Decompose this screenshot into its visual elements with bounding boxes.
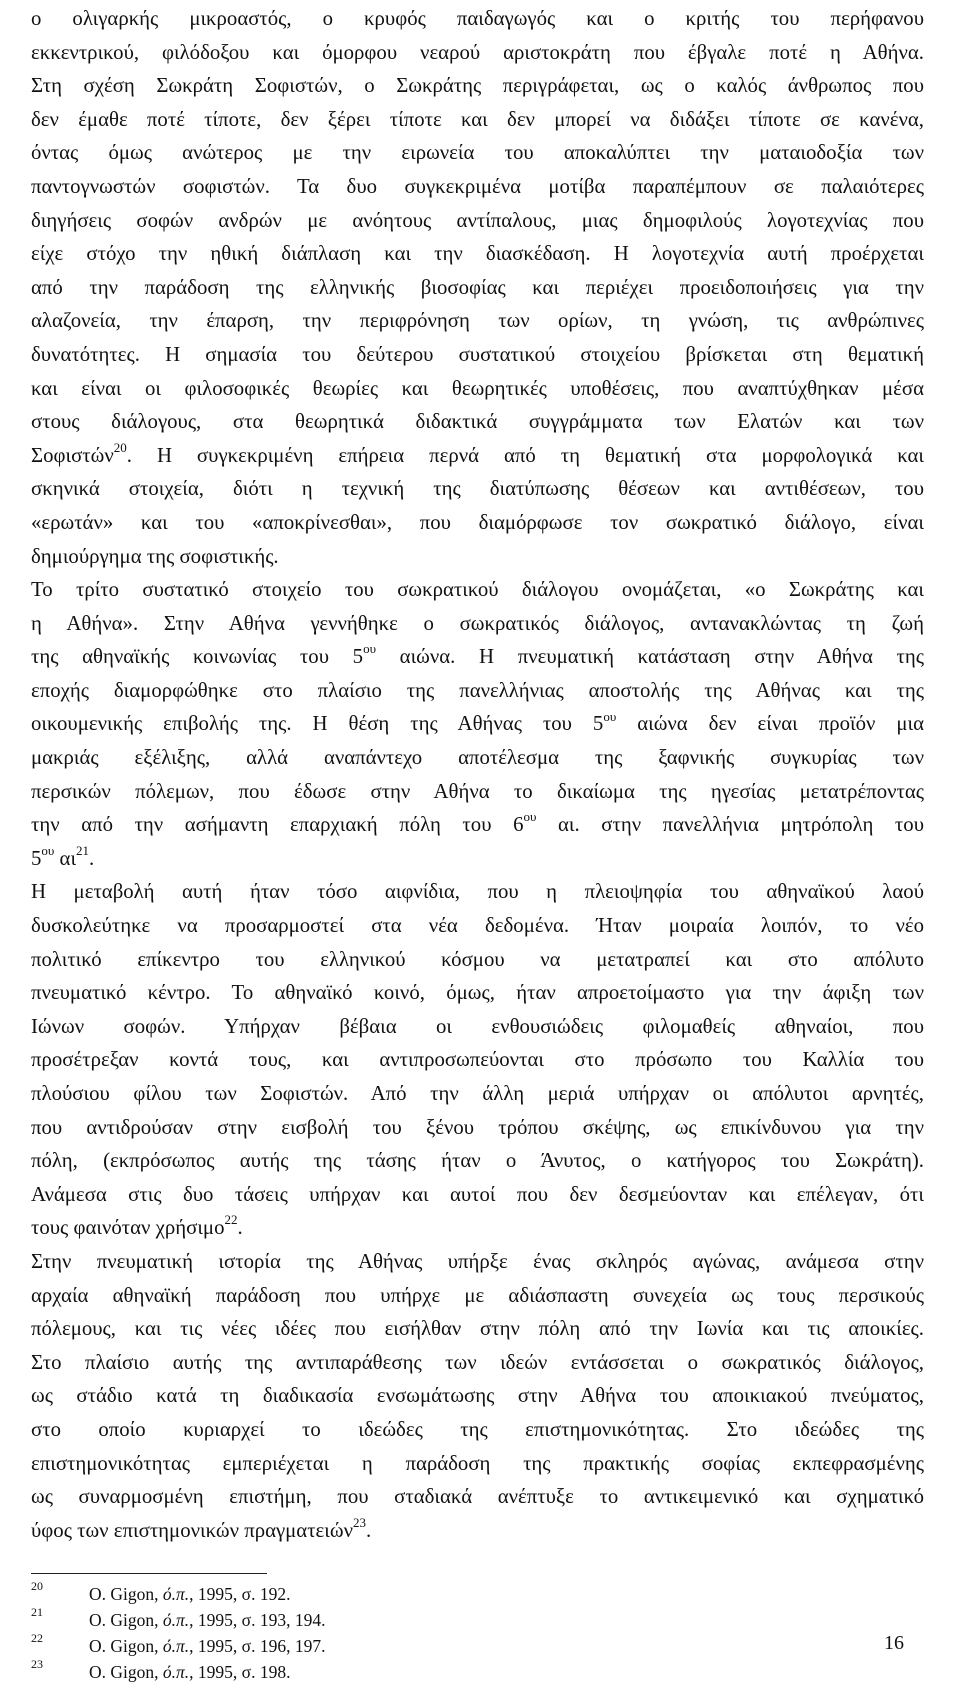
text-line [31,640,924,674]
text-line [31,1279,924,1313]
text-span: δυνατότητες. Η σημασία του δεύτερου συστατικού στοιχείου βρίσκεται στη θεματική [31,342,924,366]
text-span: δυσκολεύτηκε να προσαρμοστεί στα νέα δεδομένα. Ήταν μοιραία λοιπόν, το νέο [31,914,924,938]
text-line [31,506,924,540]
footnote [31,1581,731,1607]
text-line [31,573,924,607]
footnote-abbreviation: ό.π. [162,1662,190,1682]
text-line [31,741,924,775]
text-span: Στην πνευματική ιστορία της Αθήνας υπήρξε ένας σκληρός αγώνας, ανάμεσα στην [31,1249,924,1273]
text-span: αιώνα δεν είναι προϊόν μια [616,712,924,736]
text-line [31,909,924,943]
paragraph [31,573,924,875]
footnote-reference: , 1995, σ. 198. [189,1662,291,1682]
paragraph [31,1245,924,1547]
text-span: αι. στην πανελλήνια μητρόπολη του [536,813,924,837]
footnote-author: O. Gigon, [89,1610,163,1630]
text-span: στους διάλογους, στα θεωρητικά διδακτικά συγγράμματα των Ελατών και των [31,410,924,434]
text-line [31,1211,924,1245]
text-line [31,1480,924,1514]
text-span: εποχής διαμορφώθηκε στο πλαίσιο της πανελλήνιας αποστολής της Αθήνας και της [31,678,924,702]
text-span: η Αθήνα». Στην Αθήνα γεννήθηκε ο σωκρατικός διάλογος, αντανακλώντας τη ζωή [31,611,924,635]
footnote-abbreviation: ό.π. [162,1610,190,1630]
text-span: δημιούργημα της σοφιστικής. [31,544,279,568]
text-line [31,1447,924,1481]
text-span: ως στάδιο κατά τη διαδικασία ενσωμάτωσης στην Αθήνα του αποικιακού πνεύματος, [31,1384,924,1408]
footnote [31,1633,731,1659]
text-line [31,607,924,641]
text-line [31,170,924,204]
text-line [31,1144,924,1178]
footnote-reference: , 1995, σ. 193, 194. [189,1610,326,1630]
text-span: αι [54,846,77,870]
text-span: αιώνα. Η πνευματική κατάσταση στην Αθήνα της [376,645,924,669]
text-line [31,1077,924,1111]
text-span: δεν έμαθε ποτέ τίποτε, δεν ξέρει τίποτε και δεν μπορεί να διδάξει τίποτε σε κανένα, [31,107,924,131]
footnote-text [89,1581,290,1607]
text-line [31,775,924,809]
text-line [31,943,924,977]
text-span: Το τρίτο συστατικό στοιχείο του σωκρατικού διάλογου ονομάζεται, «ο Σωκράτης και [31,578,924,602]
text-span: πολιτικό επίκεντρο του ελληνικού κόσμου να μετατραπεί και στο απόλυτο [31,947,924,971]
footnote-text [89,1659,290,1685]
paragraph [31,875,924,1245]
footnote-text [89,1607,325,1633]
text-line [31,372,924,406]
text-span: περσικών πόλεμων, που έδωσε στην Αθήνα το δικαίωμα της ηγεσίας μετατρέποντας [31,779,924,803]
text-span: πόλεμους, και τις νέες ιδέες που εισήλθαν στην πόλη από την Ιωνία και τις αποικίες. [31,1317,924,1341]
text-line [31,842,924,876]
text-span: . [89,846,95,870]
text-line [31,237,924,271]
text-line [31,1111,924,1145]
text-line [31,136,924,170]
footnote-author: O. Gigon, [89,1636,163,1656]
text-span: πόλη, (εκπρόσωπος αυτής της τάσης ήταν ο Άνυτος, ο κατήγορος του Σωκράτη). [31,1149,924,1173]
footnote-number: 20 [31,1579,43,1593]
text-span: στο οποίο κυριαρχεί το ιδεώδες της επιστημονικότητας. Στο ιδεώδες της [31,1417,924,1441]
text-line [31,204,924,238]
footnote-author: O. Gigon, [89,1584,163,1604]
text-line [31,1312,924,1346]
text-span: Ανάμεσα στις δυο τάσεις υπήρχαν και αυτοί που δεν δεσμεύονταν και επέλεγαν, ότι [31,1182,924,1206]
text-span: την από την ασήμαντη επαρχιακή πόλη του 6 [31,813,524,837]
text-span: προσέτρεξαν κοντά τους, και αντιπροσωπεύονται στο πρόσωπο του Καλλία του [31,1048,924,1072]
text-line [31,875,924,909]
text-line [31,405,924,439]
text-span: από την παράδοση της ελληνικής βιοσοφίας και περιέχει προειδοποιήσεις για την [31,275,924,299]
text-span: σκηνικά στοιχεία, διότι η τεχνική της διατύπωσης θέσεων και αντιθέσεων, του [31,477,924,501]
text-span: . [237,1216,243,1240]
text-span: ο ολιγαρκής μικροαστός, ο κρυφός παιδαγωγός και ο κριτής του περήφανου [31,7,924,30]
text-span: Στη σχέση Σωκράτη Σοφιστών, ο Σωκράτης περιγράφεται, ως ο καλός άνθρωπος που [31,74,924,98]
text-span: παντογνωστών σοφιστών. Τα δυο συγκεκριμένα μοτίβα παραπέμπουν σε παλαιότερες [31,174,924,198]
footnote-number: 22 [31,1631,43,1645]
text-line [31,1010,924,1044]
text-line [31,707,924,741]
footnote-number: 21 [31,1605,43,1619]
text-span: όντας όμως ανώτερος με την ειρωνεία του αποκαλύπτει την ματαιοδοξία των [31,141,924,165]
footnote-text [89,1633,325,1659]
text-line [31,1178,924,1212]
text-span: Σοφιστών [31,443,114,467]
text-line [31,674,924,708]
body-text [31,2,924,1547]
text-span: τους φαινόταν χρήσιμο [31,1216,225,1240]
footnote [31,1659,731,1685]
text-span: . [365,1518,372,1542]
superscript: 21 [76,842,90,858]
text-line [31,540,924,574]
text-span: επιστημονικότητας εμπεριέχεται η παράδοση της πρακτικής σοφίας εκπεφρασμένης [31,1451,924,1475]
text-line [31,2,924,36]
superscript: 20 [113,439,127,455]
footnote [31,1607,731,1633]
text-span: Ιώνων σοφών. Υπήρχαν βέβαια οι ενθουσιώδεις φιλομαθείς αθηναίοι, που [31,1014,924,1038]
text-span: εκκεντρικού, φιλόδοξου και όμορφου νεαρού αριστοκράτη που έβγαλε ποτέ η Αθήνα. [31,40,924,64]
footnote-abbreviation: ό.π. [162,1636,190,1656]
text-span: της αθηναϊκής κοινωνίας του 5 [31,645,364,669]
paragraph [31,2,924,573]
text-span: «ερωτάν» και του «αποκρίνεσθαι», που διαμόρφωσε τον σωκρατικό διάλογο, είναι [31,510,924,534]
text-span: . Η συγκεκριμένη επήρεια περνά από τη θεματική στα μορφολογικά και [126,443,924,467]
text-span: πλούσιου φίλου των Σοφιστών. Από την άλλη μεριά υπήρχαν οι απόλυτοι αρνητές, [31,1082,924,1105]
text-line [31,1379,924,1413]
footnote-separator [31,1573,267,1574]
text-line [31,271,924,305]
superscript: ου [603,708,617,724]
text-line [31,976,924,1010]
footnote-reference: , 1995, σ. 192. [189,1584,291,1604]
footnote-abbreviation: ό.π. [162,1584,190,1604]
text-line [31,36,924,70]
footnote-author: O. Gigon, [89,1662,163,1682]
text-span: ως συναρμοσμένη επιστήμη, που σταδιακά ανέπτυξε το αντικειμενικό και σχηματικό [31,1485,924,1509]
text-line [31,1514,924,1548]
text-line [31,304,924,338]
text-line [31,103,924,137]
text-line [31,472,924,506]
text-span: μακριάς εξέλιξης, αλλά αναπάντεχο αποτέλεσμα της ξαφνικής συγκυρίας των [31,746,924,770]
footnote-number: 23 [31,1657,43,1671]
text-span: αλαζονεία, την έπαρση, την περιφρόνηση των ορίων, τη γνώση, τις ανθρώπινες [31,309,924,333]
text-line [31,338,924,372]
text-line [31,1346,924,1380]
superscript: 22 [224,1212,238,1228]
text-span: οικουμενικής επιβολής της. Η θέση της Αθήνας του 5 [31,712,604,736]
footnote-reference: , 1995, σ. 196, 197. [189,1636,326,1656]
page-number: 16 [884,1632,904,1654]
text-line [31,69,924,103]
text-line [31,1245,924,1279]
text-span: που αντιδρούσαν στην εισβολή του ξένου τρόπου σκέψης, ως επικίνδυνου για την [31,1115,924,1139]
text-line [31,439,924,473]
text-span: αρχαία αθηναϊκή παράδοση που υπήρχε με αδιάσπαστη συνεχεία ως τους περσικούς [31,1283,924,1307]
text-line [31,808,924,842]
superscript: ου [363,641,376,657]
text-span: πνευματικό κέντρο. Το αθηναϊκό κοινό, όμως, ήταν απροετοίμαστο για την άφιξη των [31,981,924,1005]
text-span: 5 [31,846,42,870]
superscript: ου [523,809,537,825]
superscript: 23 [352,1514,366,1530]
text-span: ύφος των επιστημονικών πραγματειών [31,1518,353,1542]
text-span: Στο πλαίσιο αυτής της αντιπαράθεσης των ιδεών εντάσσεται ο σωκρατικός διάλογος, [31,1350,924,1374]
text-line [31,1413,924,1447]
text-span: και είναι οι φιλοσοφικές θεωρίες και θεωρητικές υποθέσεις, που αναπτύχθηκαν μέσα [31,376,924,400]
text-span: Η μεταβολή αυτή ήταν τόσο αιφνίδια, που η πλειοψηφία του αθηναϊκού λαού [31,880,924,904]
superscript: ου [41,842,55,858]
text-line [31,1043,924,1077]
text-span: διηγήσεις σοφών ανδρών με ανόητους αντίπαλους, μιας δημοφιλούς λογοτεχνίας που [31,208,924,232]
footnotes [31,1581,731,1685]
text-span: είχε στόχο την ηθική διάπλαση και την διασκέδαση. Η λογοτεχνία αυτή προέρχεται [31,242,924,266]
